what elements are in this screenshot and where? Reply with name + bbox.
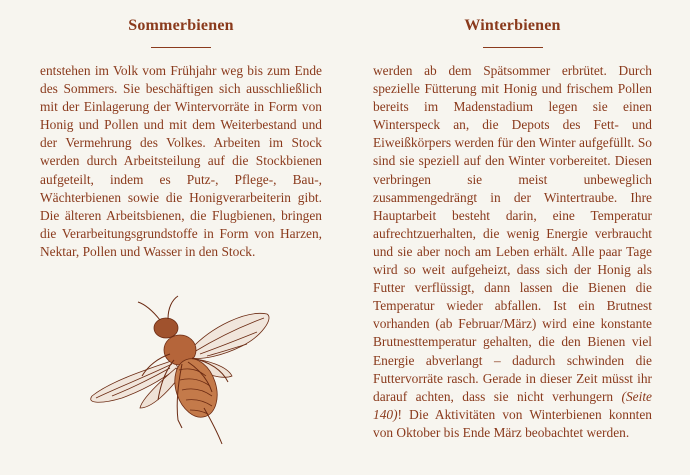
heading-rule	[151, 47, 211, 48]
page-reference-link: (Seite 140)	[373, 388, 652, 422]
column-sommerbienen	[40, 0, 322, 261]
paragraph-sommerbienen: entstehen im Volk vom Frühjahr weg bis zum Ende des Sommers. Sie beschäftigen sich ausschließlich mit der Einlagerung der Wintervorräte in Form von Honig und Pollen und mit dem Weiterbestand und der Vermehrung des Volkes. Arbeiten im Stock werden durch Arbeitsteilung auf die Stockbienen aufgeteilt, indem es Putz-, Pflege-, Bau-, Wächterbienen sowie die Honigverarbeiterin gibt. Die älteren Arbeitsbienen, die Flugbienen, bringen die Verarbeitungsgrundstoffe in Form von Harzen, Nektar, Pollen und Wasser in den Stock.	[40, 63, 322, 259]
column-winterbienen	[373, 0, 652, 442]
paragraph-text-1: werden ab dem Spätsommer erbrütet. Durch spezielle Fütterung mit Honig und frischem Pollen bereits im Madenstadium legen sie einen Winterspeck an, die Depots des Fett- und Eiweißkörpers werden für den Winter aufgefüllt. So sind sie speziell auf den Winter vorbereitet. Diesen verbringen sie meist unbeweglich zusammengedrängt in der Wintertraube. Ihre Hauptarbeit besteht darin, eine Temperatur aufrechtzuerhalten, die wenig Energie verbraucht und sie aber noch am Leben erhält. Alle paar Tage wird so weit aufgeheizt, dass sich der Honig als Futter verflüssigt, dann lassen die Bienen die Temperatur wieder abfallen. Ist ein Brutnest vorhanden (ab Februar/März) wird eine konstante Brutnesttemperatur gehalten, die den Bienen viel Energie abverlangt – dadurch schwinden die Futtervorräte rasch. Gerade in dieser Zeit müsst ihr darauf achten, dass sie nicht verhungern	[373, 63, 652, 404]
paragraph-text-2: ! Die Aktivitäten von Winterbienen konnten von Oktober bis Ende März beobachtet werden.	[373, 406, 652, 440]
bee-illustration	[82, 288, 272, 450]
paragraph-winterbienen	[373, 62, 652, 442]
heading-rule	[483, 47, 543, 48]
heading-sommerbienen: Sommerbienen	[128, 17, 234, 34]
heading-winterbienen: Winterbienen	[464, 17, 561, 34]
